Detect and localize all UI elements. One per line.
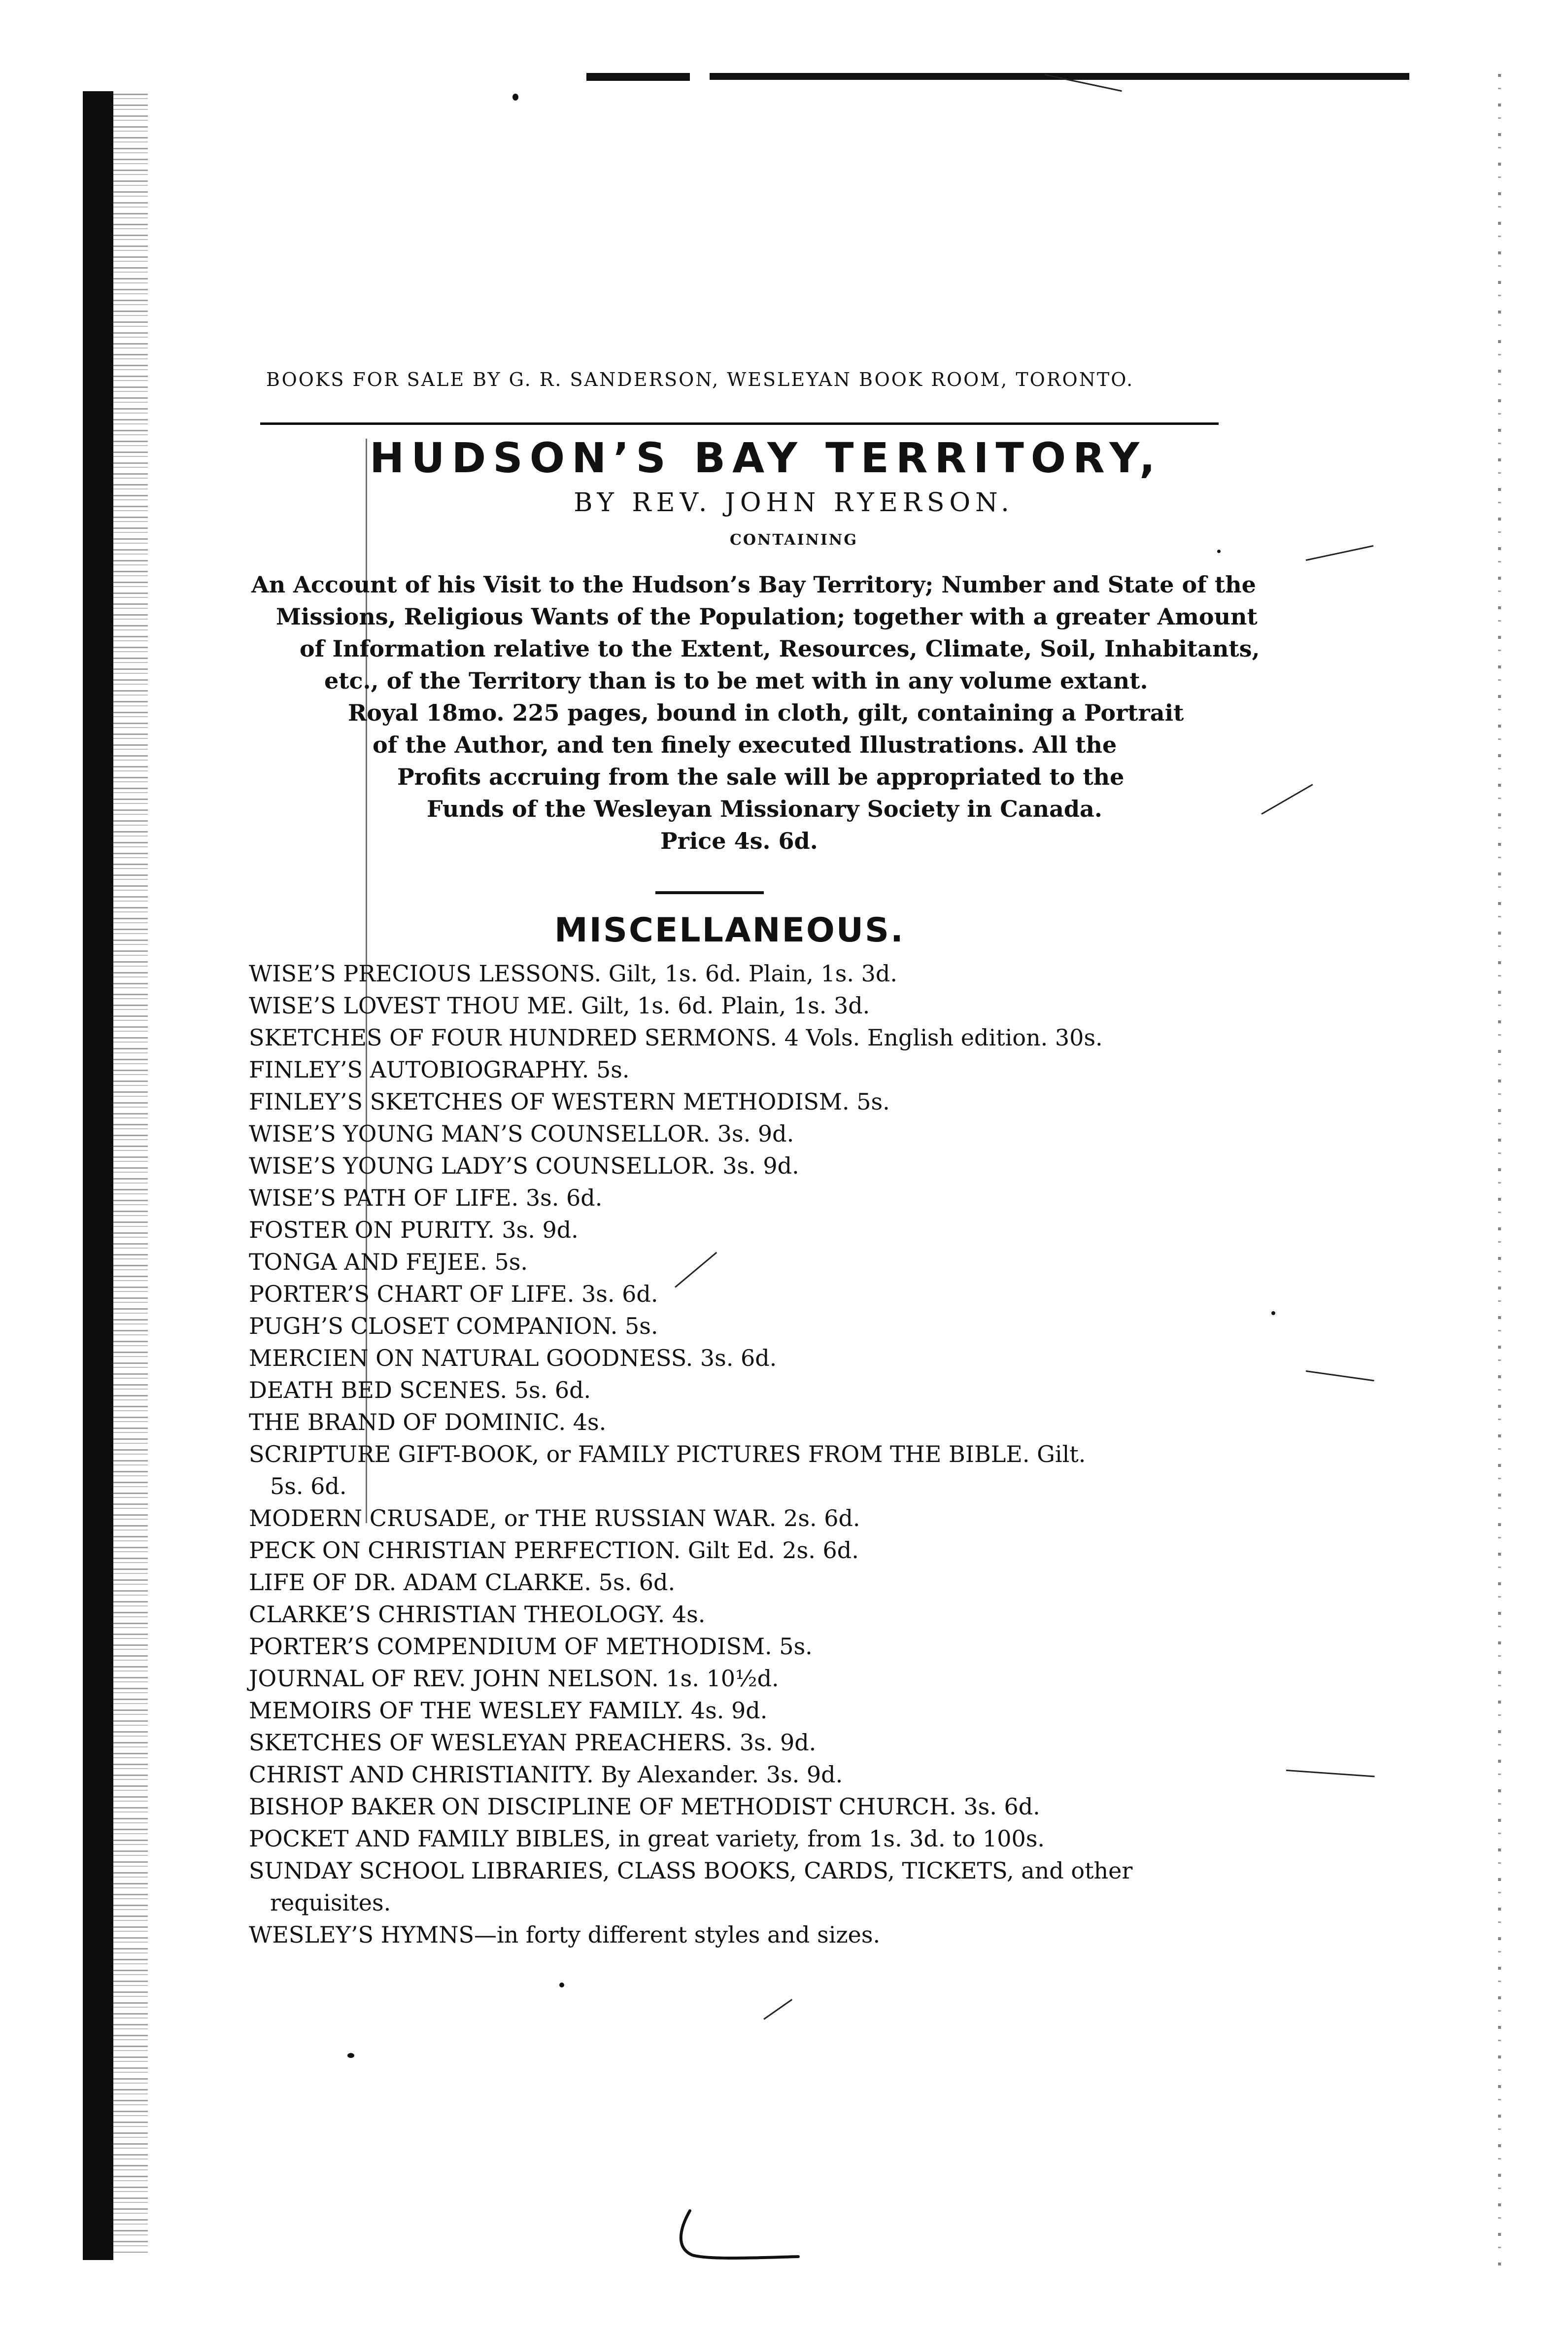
list-item-continuation: 5s. 6d.	[270, 1473, 347, 1499]
list-item: WISE’S YOUNG LADY’S COUNSELLOR. 3s. 9d.	[249, 1152, 799, 1179]
feature-line: of Information relative to the Extent, Resources, Climate, Soil, Inhabitants,	[300, 635, 1260, 662]
feature-line: Royal 18mo. 225 pages, bound in cloth, gilt, containing a Portrait	[348, 699, 1184, 726]
list-item: DEATH BED SCENES. 5s. 6d.	[249, 1377, 591, 1403]
list-item: MEMOIRS OF THE WESLEY FAMILY. 4s. 9d.	[249, 1697, 768, 1724]
feature-line: Profits accruing from the sale will be appropriated to the	[397, 764, 1125, 790]
list-item: SKETCHES OF WESLEYAN PREACHERS. 3s. 9d.	[249, 1729, 817, 1756]
feature-title: HUDSON’S BAY TERRITORY,	[370, 434, 1162, 482]
stray-mark	[1306, 1370, 1374, 1381]
feature-line: Missions, Religious Wants of the Population; together with a greater Amount	[276, 603, 1258, 630]
list-item: JOURNAL OF REV. JOHN NELSON. 1s. 10½d.	[249, 1665, 779, 1692]
list-item: SCRIPTURE GIFT-BOOK, or FAMILY PICTURES FROM THE BIBLE. Gilt.	[249, 1441, 1086, 1467]
list-item: MERCIEN ON NATURAL GOODNESS. 3s. 6d.	[249, 1345, 777, 1371]
list-item-continuation: requisites.	[270, 1889, 391, 1916]
list-item: CHRIST AND CHRISTIANITY. By Alexander. 3s. 9d.	[249, 1761, 843, 1788]
stray-mark	[1286, 1770, 1375, 1777]
list-item: SUNDAY SCHOOL LIBRARIES, CLASS BOOKS, CARDS, TICKETS, and other	[249, 1857, 1133, 1884]
header-rule	[260, 422, 1219, 425]
list-item: WISE’S PATH OF LIFE. 3s. 6d.	[249, 1184, 603, 1211]
list-item: WISE’S LOVEST THOU ME. Gilt, 1s. 6d. Plain, 1s. 3d.	[249, 992, 870, 1019]
feature-price: Price 4s. 6d.	[660, 828, 818, 854]
ink-speck	[559, 1983, 564, 1987]
list-item: LIFE OF DR. ADAM CLARKE. 5s. 6d.	[249, 1569, 676, 1596]
feature-containing: CONTAINING	[730, 531, 858, 549]
ink-speck	[347, 2053, 354, 2058]
top-rule	[586, 73, 690, 81]
list-item: FINLEY’S AUTOBIOGRAPHY. 5s.	[249, 1056, 630, 1083]
list-item: PORTER’S COMPENDIUM OF METHODISM. 5s.	[249, 1633, 813, 1660]
list-item: WISE’S YOUNG MAN’S COUNSELLOR. 3s. 9d.	[249, 1120, 794, 1147]
list-item: PUGH’S CLOSET COMPANION. 5s.	[249, 1313, 658, 1339]
feature-byline: BY REV. JOHN RYERSON.	[574, 488, 1014, 518]
list-item: BISHOP BAKER ON DISCIPLINE OF METHODIST CHURCH. 3s. 6d.	[249, 1793, 1040, 1820]
list-item: FOSTER ON PURITY. 3s. 9d.	[249, 1217, 579, 1243]
list-item: WESLEY’S HYMNS—in forty different styles and sizes.	[249, 1921, 881, 1948]
list-item: POCKET AND FAMILY BIBLES, in great variety, from 1s. 3d. to 100s.	[249, 1825, 1045, 1852]
stray-mark	[1261, 784, 1313, 815]
ink-speck	[1271, 1311, 1275, 1315]
list-item: WISE’S PRECIOUS LESSONS. Gilt, 1s. 6d. Plain, 1s. 3d.	[249, 960, 897, 987]
list-item: THE BRAND OF DOMINIC. 4s.	[249, 1409, 607, 1435]
top-rule	[710, 73, 1409, 80]
list-item: TONGA AND FEJEE. 5s.	[249, 1249, 528, 1275]
feature-line: An Account of his Visit to the Hudson’s Bay Territory; Number and State of the	[251, 571, 1256, 598]
feature-line: etc., of the Territory than is to be met with in any volume extant.	[324, 667, 1148, 694]
list-item: CLARKE’S CHRISTIAN THEOLOGY. 4s.	[249, 1601, 706, 1628]
ink-speck	[1217, 550, 1221, 553]
list-item: MODERN CRUSADE, or THE RUSSIAN WAR. 2s. 6d.	[249, 1505, 860, 1532]
stray-mark	[763, 1999, 792, 2020]
section-divider	[655, 891, 764, 894]
handwritten-mark	[670, 2208, 818, 2263]
ink-speck	[512, 94, 518, 101]
feature-line: Funds of the Wesleyan Missionary Society in Canada.	[427, 796, 1102, 822]
list-item: PORTER’S CHART OF LIFE. 3s. 6d.	[249, 1281, 658, 1307]
stray-mark	[675, 1252, 717, 1288]
list-item: PECK ON CHRISTIAN PERFECTION. Gilt Ed. 2s. 6d.	[249, 1537, 859, 1564]
feature-line: of the Author, and ten finely executed Illustrations. All the	[373, 731, 1117, 758]
list-item: FINLEY’S SKETCHES OF WESTERN METHODISM. 5s.	[249, 1088, 890, 1115]
binding-shadow	[83, 91, 113, 2260]
right-page-edge	[1498, 74, 1501, 2267]
page-header: BOOKS FOR SALE BY G. R. SANDERSON, WESLEYAN BOOK ROOM, TORONTO.	[266, 369, 1134, 390]
section-title: MISCELLANEOUS.	[554, 911, 905, 950]
list-item: SKETCHES OF FOUR HUNDRED SERMONS. 4 Vols. English edition. 30s.	[249, 1024, 1103, 1051]
binding-edge-noise	[113, 94, 148, 2253]
